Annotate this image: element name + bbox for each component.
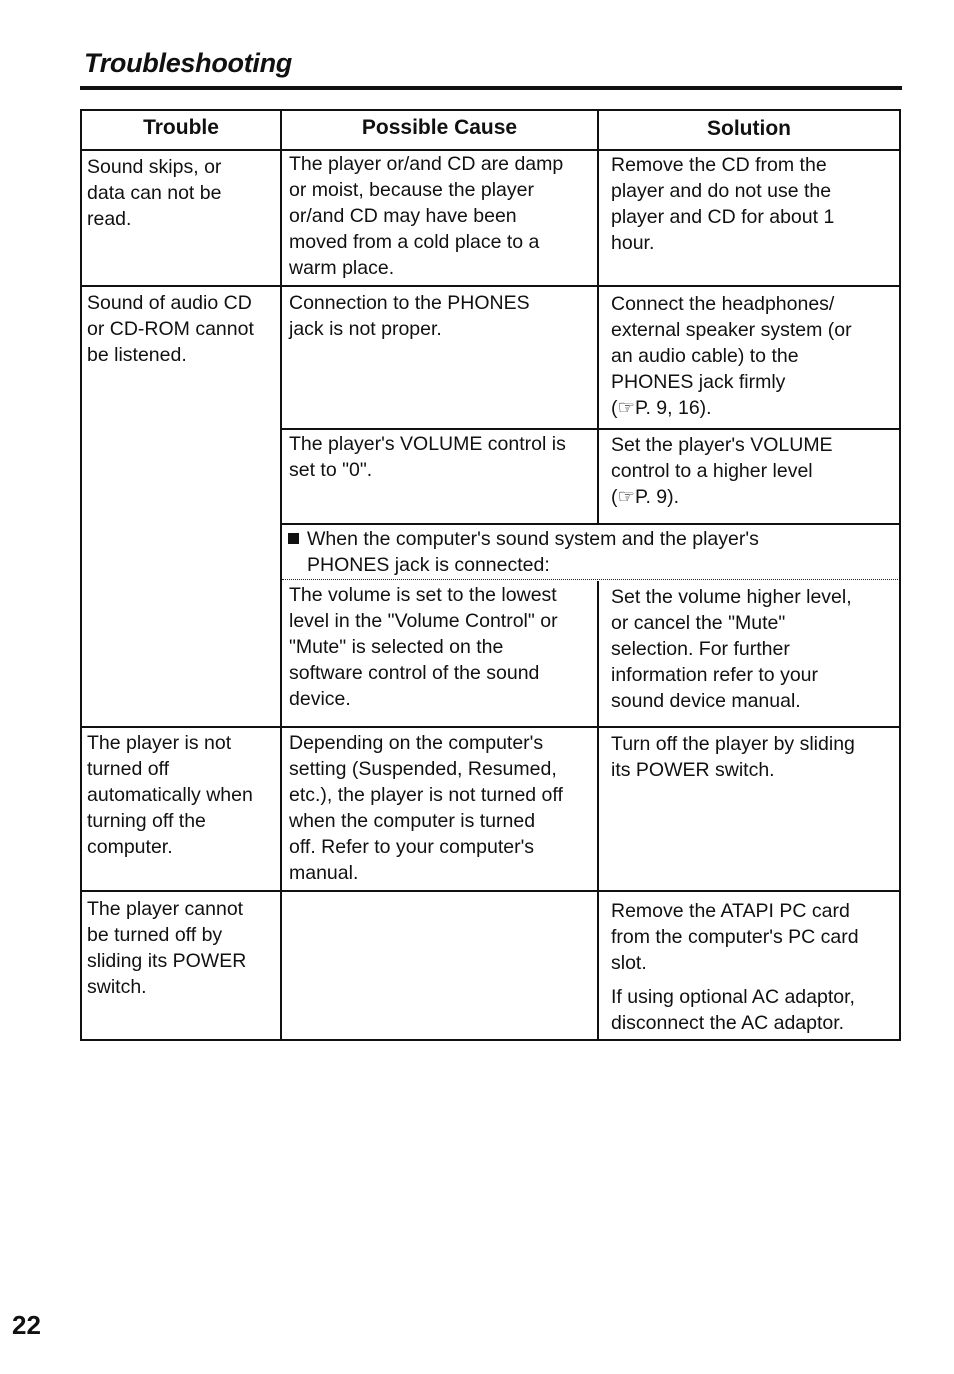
row1-trouble: Sound skips, or data can not be read.	[87, 156, 222, 230]
row1-solution: Remove the CD from the player and do not use the player and CD for about 1 hour.	[611, 154, 835, 254]
row5-cause: Depending on the computer's setting (Suspended, Resumed, etc.), the player is not turned off when the computer is turned off. Refer to your computer's manual.	[289, 732, 563, 884]
row-divider-1	[80, 285, 901, 287]
title-rule	[80, 86, 902, 90]
header-possible-cause: Possible Cause	[361, 116, 518, 139]
row6-solution-1: Remove the ATAPI PC card from the computer's PC card slot.	[611, 900, 859, 974]
page-title: Troubleshooting	[84, 48, 292, 78]
column-divider-2a	[597, 109, 599, 525]
row6-trouble: The player cannot be turned off by sliding its POWER switch.	[87, 898, 247, 998]
column-divider-1	[280, 109, 282, 1041]
row6-solution-2: If using optional AC adaptor, disconnect the AC adaptor.	[611, 986, 855, 1034]
row-divider-5	[80, 890, 901, 892]
square-bullet-icon	[288, 533, 299, 544]
row4-solution: Set the volume higher level, or cancel the "Mute" selection. For further information refer to your sound device manual.	[611, 586, 852, 712]
table-border-bottom	[80, 1039, 901, 1041]
row5-trouble: The player is not turned off automatically when turning off the computer.	[87, 732, 253, 858]
row3-solution: Set the player's VOLUME control to a higher level (☞P. 9).	[611, 434, 833, 508]
row-divider-2	[280, 428, 901, 430]
table-border-right	[899, 109, 901, 1041]
phones-note-text: When the computer's sound system and the player's PHONES jack is connected:	[307, 528, 759, 576]
header-trouble: Trouble	[143, 116, 219, 139]
column-divider-2b	[597, 581, 599, 1041]
row5-solution: Turn off the player by sliding its POWER switch.	[611, 733, 855, 781]
row4-cause: The volume is set to the lowest level in the "Volume Control" or "Mute" is selected on the software control of the sound device.	[289, 584, 558, 710]
row3-cause: The player's VOLUME control is set to "0".	[289, 433, 566, 481]
row1-cause: The player or/and CD are damp or moist, because the player or/and CD may have been moved from a cold place to a warm place.	[289, 153, 564, 279]
phones-note	[288, 526, 759, 578]
row2-trouble: Sound of audio CD or CD-ROM cannot be listened.	[87, 292, 254, 366]
page-number: 22	[12, 1310, 41, 1340]
row-divider-4	[80, 726, 901, 728]
table-border-left	[80, 109, 82, 1041]
table-border-top	[80, 109, 901, 111]
row2-solution: Connect the headphones/ external speaker system (or an audio cable) to the PHONES jack firmly (☞P. 9, 16).	[611, 293, 852, 419]
header-solution: Solution	[707, 117, 791, 140]
note-dotted-divider	[282, 579, 898, 580]
row-divider-3	[280, 523, 901, 525]
row2-cause: Connection to the PHONES jack is not proper.	[289, 292, 530, 340]
